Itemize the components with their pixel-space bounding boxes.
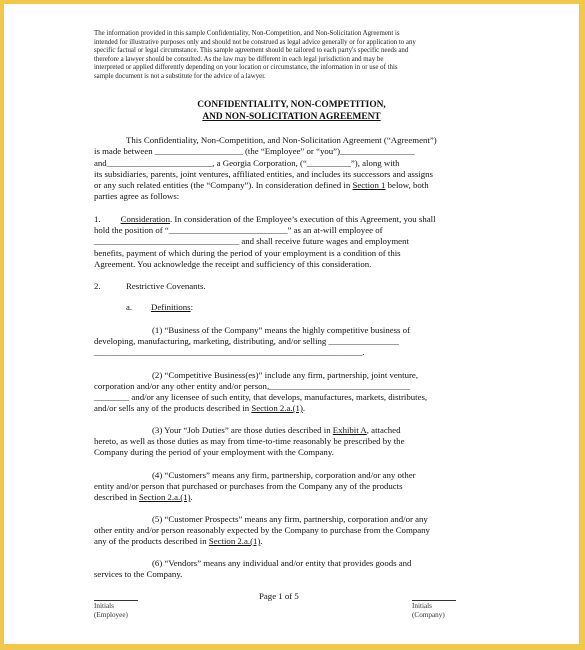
initials-line-employee [94,600,138,601]
disclaimer-line: therefore a lawyer should be consulted. As the law may be different in each legal jurisdiction and may be [94,55,384,63]
section-1-line: benefits, payment of which during the period of your employment is a condition of this [94,248,401,258]
definition-text: described in [94,492,139,502]
employee-label: (Employee) [94,611,128,619]
section-2a1-link[interactable]: Section 2.a.(1) [208,536,261,546]
document-title-line2: AND NON-SOLICITATION AGREEMENT [202,112,381,122]
definition-1-line: _____________________________________________________________. [94,347,365,357]
definition-4-line: entity and/or person that purchased or purchases from the Company any of the products [94,481,403,491]
section-2-heading: Restrictive Covenants. [126,281,206,291]
page-number: Page 1 of 5 [259,591,299,601]
intro-line: its subsidiaries, parents, joint ventures, affiliated entities, and includes its successors and assigns [94,169,433,179]
disclaimer [94,30,416,82]
definition-1-line: developing, manufacturing, marketing, distributing, and/or selling ________________ [94,336,399,346]
intro-line: and________________________, a Georgia Corporation, (“__________”), along with [94,158,400,168]
section-1-line: Agreement. You acknowledge the receipt and sufficiency of this consideration. [94,259,372,269]
section-1-link[interactable]: Section 1 [352,180,386,190]
definition-3-line [152,425,400,436]
definition-2-line [94,403,305,414]
disclaimer-line: interpreted or applied differently depending on your location or circumstance, the information in or use of this [94,64,398,72]
section-1-number: 1. [94,214,101,224]
intro-text: or any such related entities (the “Company”). In consideration defined in [94,180,353,190]
definition-2-line: corporation and/or any other entity and/or person,________________________________ [94,381,410,391]
definition-text: any of the products described in [94,536,209,546]
exhibit-a-link[interactable]: Exhibit A [332,425,367,435]
definitions-heading: Definitions [151,302,191,312]
section-2a1-link[interactable]: Section 2.a.(1) [138,492,191,502]
definition-2-line: (2) “Competitive Business(es)” include any firm, partnership, joint venture, [152,370,419,380]
definition-4-line [94,492,193,503]
definition-1-line: (1) “Business of the Company” means the highly competitive business of [152,325,410,335]
section-1-line: _________________________________ and shall receive future wages and employment [94,236,409,246]
definition-5-line: (5) “Customer Prospects” means any firm, partnership, corporation and/or any [152,514,428,524]
initials-line-company [412,600,456,601]
definition-3-line: hereto, as well as those duties as may from time-to-time reasonably be prescribed by the [94,436,405,446]
disclaimer-line: The information provided in this sample Confidentiality, Non-Competition, and Non-Solicitation Agreement is [94,30,400,37]
section-2-number: 2. [94,281,101,291]
definition-text: (3) Your “Job Duties” are those duties described in [152,425,333,435]
definition-text: and/or sells any of the products described in [94,403,252,413]
definition-text: . [302,403,306,413]
disclaimer-line: sample document is not a substitute for the advice of a lawyer. [94,72,266,80]
intro-line: parties agree as follows: [94,191,180,201]
definition-text: . [260,536,263,546]
definition-4-line: (4) “Customers” means any firm, partnership, corporation and/or any other [152,470,416,480]
intro-line: This Confidentiality, Non-Competition, and Non-Solicitation Agreement (“Agreement”) [126,135,437,145]
section-1-text: . In consideration of the Employee’s execution of this Agreement, you shall [169,214,436,224]
definition-3-line: Company during the period of your employment with the Company. [94,447,334,457]
intro-line [94,180,429,191]
definition-6-line: (6) “Vendors” means any individual and/or entity that provides goods and [152,558,412,568]
disclaimer-line: specific factual or legal circumstance. This sample agreement should be tailored to each party's specific needs and [94,47,409,55]
section-1-line [94,214,436,225]
definition-text: . [190,492,193,502]
initials-label-employee: Initials [94,602,114,610]
subsection-a-heading [151,302,193,313]
definition-text: , attached [366,425,401,435]
section-2a1-link[interactable]: Section 2.a.(1) [251,403,303,413]
document-page [4,4,579,644]
section-1-heading: Consideration [120,214,170,224]
intro-text: below, both [385,180,429,190]
disclaimer-line: intended for illustrative purposes only and should not be construed as legal advice generally or for application to any [94,38,416,46]
definition-5-line [94,536,263,547]
initials-label-company: Initials [412,602,432,610]
document-title-line1: CONFIDENTIALITY, NON-COMPETITION, [197,100,386,110]
company-label: (Company) [412,611,445,619]
definitions-colon: : [190,302,194,312]
subsection-a-number: a. [126,302,133,312]
definition-2-line: ________ and/or any licensee of such entity, that develops, manufactures, markets, distributes, [94,392,428,402]
intro-line: is made between ____________________ (the “Employee” or “you”)_________________ [94,146,415,156]
definition-5-line: other entity and/or person reasonably expected by the Company to purchase from the Company [94,525,430,535]
section-1-line: hold the position of “___________________________” as an at-will employee of [94,225,383,235]
definition-6-line: services to the Company. [94,569,183,579]
